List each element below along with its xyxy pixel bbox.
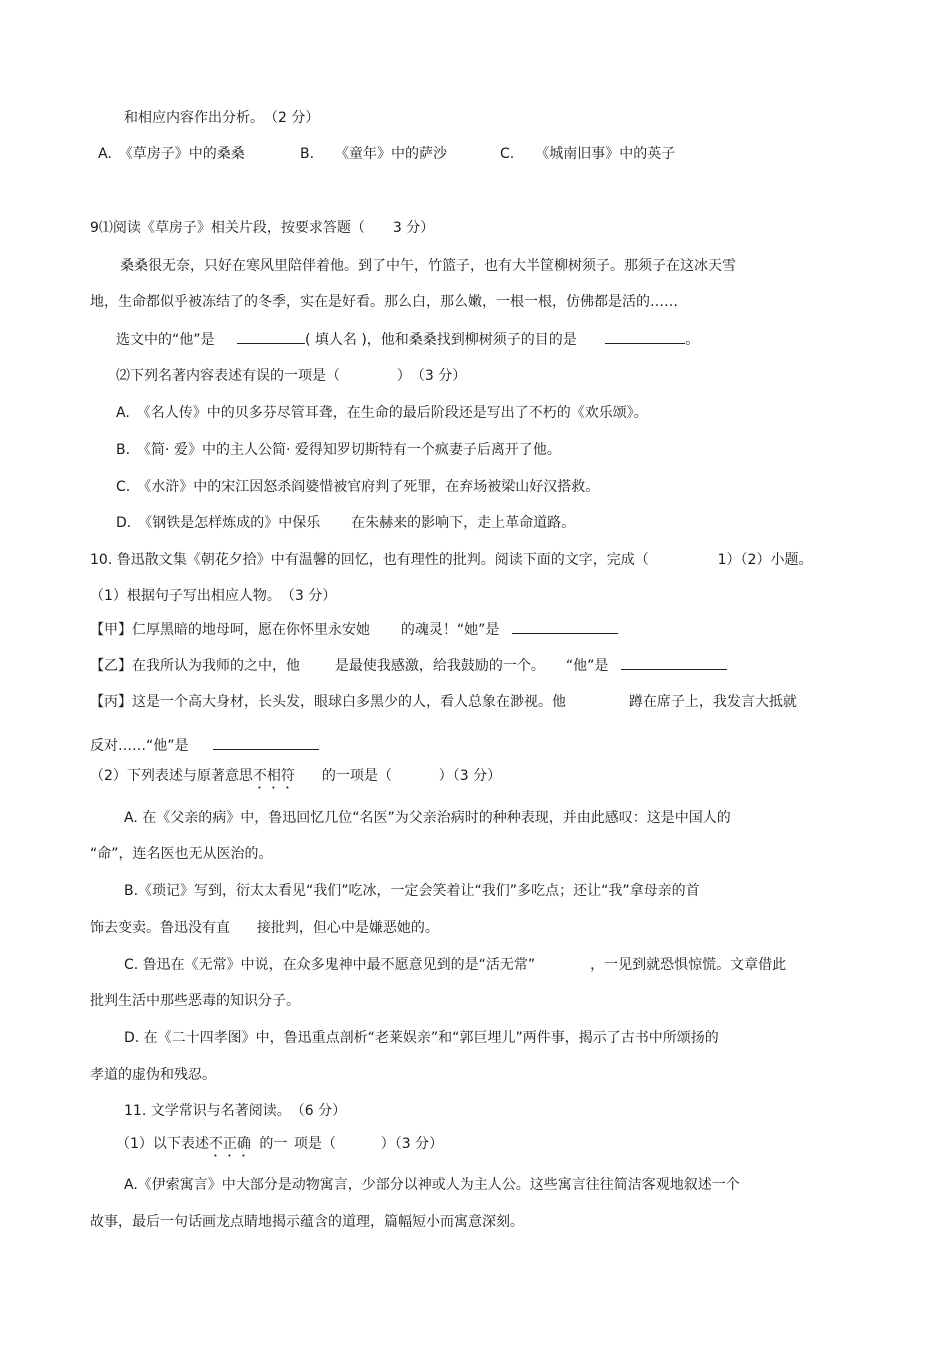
q9-sub2-question [116, 366, 466, 386]
q9-option-d-end: 在朱赫来的影响下，走上革命道路。 [351, 515, 576, 531]
q9-fill-label: 选文中的“他”是 [116, 332, 215, 348]
q10-jia-text: 【甲】仁厚黑暗的地母呵，愿在你怀里永安她 [90, 622, 370, 638]
q10-sub2-label: （2）下列表述与原著意思 [90, 768, 253, 784]
q9-passage-line1: 桑桑很无奈，只好在寒风里陪伴着他。到了中午，竹篮子，也有大半筐柳树须子。那须子在这冰天雪 [120, 258, 736, 274]
q10-jia-blank[interactable] [512, 619, 618, 634]
q9-option-d-start: D. 《钢铁是怎样炼成的》中保乐 [116, 515, 321, 531]
q10-yi [90, 655, 727, 676]
q11-sub1-emphasis: 不正确 [208, 1136, 251, 1152]
q9-option-a: A. 《名人传》中的贝多芬尽管耳聋，在生命的最后阶段还是写出了不朽的《欢乐颂》。 [116, 405, 648, 421]
q11-sub1-label: （1）以下表述 [116, 1136, 209, 1152]
q10-option-c-line2: 批判生活中那些恶毒的知识分子。 [90, 993, 300, 1009]
q8-option-b: B. 《童年》中的萨沙 [300, 146, 448, 162]
q10-option-b-line2 [90, 918, 439, 938]
q9-option-c: C. 《水浒》中的宋江因怒杀阎婆惜被官府判了死罪，在弃场被梁山好汉搭救。 [116, 479, 600, 495]
q10-header-text: 10. 鲁迅散文集《朝花夕拾》中有温馨的回忆，也有理性的批判。阅读下面的文字，完成（ [90, 552, 649, 568]
q10-option-a-line2: “命”，连名医也无从医治的。 [90, 846, 273, 862]
q10-option-c-start: C. 鲁迅在《无常》中说，在众多鬼神中最不愿意见到的是“活无常” [124, 957, 536, 973]
q10-option-a-line1: A. 在《父亲的病》中，鲁迅回忆几位“名医”为父亲治病时的种种表现，并由此感叹：这是中国人的 [124, 810, 731, 826]
q9-purpose-blank[interactable] [605, 329, 685, 344]
q8-option-c: C. 《城南旧事》中的英子 [500, 146, 676, 162]
q9-option-d [116, 513, 575, 533]
q10-jia-prompt: 的魂灵！“她”是 [400, 622, 500, 638]
q10-bing-blank[interactable] [213, 735, 319, 750]
q10-sub2-emphasis: 不相符 [252, 768, 295, 784]
q11-sub1-points: ）（3 分） [380, 1136, 444, 1152]
q10-yi-prompt: 是最使我感激，给我鼓励的一个。 “他”是 [334, 658, 609, 674]
q8-option-a: A. 《草房子》中的桑桑 [98, 146, 245, 162]
q10-yi-text: 【乙】在我所认为我师的之中，他 [90, 658, 300, 674]
q10-option-d-line2: 孝道的虚伪和残忍。 [90, 1067, 216, 1083]
q10-option-b-line2-end: 接批判，但心中是嫌恶她的。 [256, 920, 439, 936]
q9-name-blank[interactable] [237, 329, 305, 344]
q11-header: 11. 文学常识与名著阅读。 （6 分） [124, 1103, 347, 1119]
q10-sub2-points: ）（3 分） [438, 768, 502, 784]
q9-fill-mid: ( 填人名 )，他和桑桑找到柳树须子的目的是 [304, 332, 577, 348]
q9-fill-end: 。 [685, 332, 700, 348]
q10-sub1: （1）根据句子写出相应人物。 （3 分） [90, 588, 337, 604]
q9-header: 9⑴阅读《草房子》相关片段，按要求答题（ 3 分） [90, 220, 435, 236]
q10-header-subparts: 1）（2）小题。 [717, 552, 813, 568]
q11-sub1-mid2: 项是（ [293, 1136, 336, 1152]
q9-sub2-points: ） （3 分） [396, 368, 467, 384]
q10-bing [90, 692, 797, 712]
q10-jia [90, 619, 618, 640]
q9-sub2-label: ⑵下列名著内容表述有误的一项是（ [116, 368, 340, 384]
q11-option-a-line2: 故事，最后一句话画龙点睛地揭示蕴含的道理，篇幅短小而寓意深刻。 [90, 1214, 524, 1230]
q9-passage-line2: 地，生命都似乎被冻结了的冬季，实在是好看。那么白，那么嫩，一根一根，仿佛都是活的…… [90, 294, 678, 310]
q10-option-b-line2-start: 饰去变卖。鲁迅没有直 [90, 920, 230, 936]
q10-yi-blank[interactable] [621, 655, 727, 670]
q10-bing-text2: 蹲在席子上，我发言大抵就 [628, 694, 797, 710]
q8-tail: 和相应内容作出分析。 （2 分） [124, 110, 320, 126]
q11-sub1-mid: 的一 [259, 1136, 288, 1152]
q10-option-d-line1: D. 在《二十四孝图》中，鲁迅重点剖析“老莱娱亲”和“郭巨埋儿”两件事，揭示了古书中所颂扬的 [124, 1030, 719, 1046]
q10-sub2 [90, 766, 501, 792]
q10-bing-cont [90, 735, 319, 756]
q11-option-a-line1: A.《伊索寓言》中大部分是动物寓言，少部分以神或人为主人公。这些寓言往往简洁客观地叙述一个 [124, 1177, 740, 1193]
q9-fill-question [116, 329, 699, 350]
q10-header [90, 550, 812, 570]
q10-sub2-mid: 的一项是（ [321, 768, 392, 784]
q10-option-c-line1 [124, 955, 786, 975]
q9-option-b: B. 《简· 爱》中的主人公简· 爱得知罗切斯特有一个疯妻子后离开了他。 [116, 442, 561, 458]
q10-bing-text: 【丙】这是一个高大身材，长头发，眼球白多黑少的人，看人总象在渺视。他 [90, 694, 566, 710]
q10-bing-prompt: 反对……“他”是 [90, 738, 189, 754]
q10-option-b-line1: B.《琐记》写到，衍太太看见“我们”吃冰，一定会笑着让“我们”多吃点；还让“我”拿母亲的首 [124, 883, 700, 899]
q11-sub1 [116, 1134, 443, 1160]
q10-option-c-end: ，一见到就恐惧惊慌。文章借此 [590, 957, 787, 973]
